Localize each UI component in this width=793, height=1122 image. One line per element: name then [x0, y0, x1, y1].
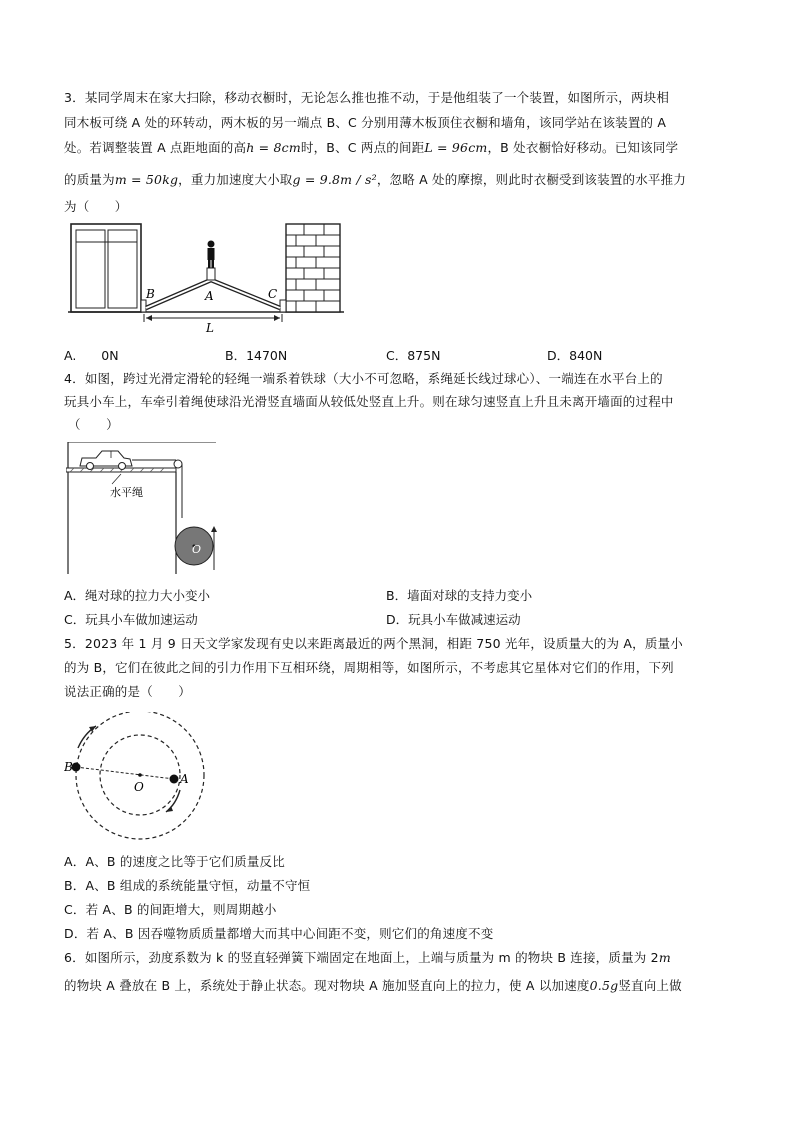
q5-option-c: C．若 A、B 的间距增大，则周期越小: [64, 902, 277, 917]
q3-h-formula: h = 8cm: [246, 140, 301, 155]
connecting-line: [76, 767, 174, 779]
q3-option-d: D．840N: [547, 348, 603, 363]
q5-option-d: D．若 A、B 因吞噬物质质量都增大而其中心间距不变，则它们的角速度不变: [64, 926, 494, 941]
q6-line-2-a: 的物块 A 叠放在 B 上，系统处于静止状态。现对物块 A 施加竖直向上的拉力，使 A 以加速度: [64, 978, 590, 993]
q6-line-2: [64, 976, 682, 994]
q5-line-3: 说法正确的是（ ）: [64, 684, 192, 699]
q5-figure: [64, 712, 208, 842]
wardrobe: [71, 224, 141, 312]
q4-line-3: （ ）: [68, 417, 119, 432]
q3-option-c: C．875N: [386, 348, 441, 363]
q4-option-d: D．玩具小车做减速运动: [386, 612, 521, 627]
q3-line-2: 同木板可绕 A 处的环转动，两木板的另一端点 B、C 分别用薄木板顶住衣橱和墙角，该同学站在该装置的 A: [64, 115, 667, 130]
board-C: [280, 300, 286, 312]
body-B: [72, 763, 81, 772]
q4-figure: [66, 442, 218, 574]
rope-label: 水平绳: [110, 486, 143, 499]
q3-line-3: [64, 138, 678, 156]
brick-wall: [286, 224, 340, 312]
q4-option-c: C．玩具小车做加速运动: [64, 612, 198, 627]
q3-line-3-c: ，B 处衣橱恰好移动。已知该同学: [487, 140, 679, 155]
q3-line-4: [64, 170, 686, 188]
q6-line-1-a: 6．如图所示，劲度系数为 k 的竖直轻弹簧下端固定在地面上，上端与质量为 m 的物块 B 连接，质量为 2: [64, 950, 659, 965]
q3-line-5: 为（ ）: [64, 199, 128, 214]
q5-line-1: 5．2023 年 1 月 9 日天文学家发现有史以来距离最近的两个黑洞，相距 750 光年，设质量大的为 A，质量小: [64, 636, 683, 651]
q3-option-a: A. 0N: [64, 348, 119, 363]
q6-line-2-c: 竖直向上做: [618, 978, 682, 993]
q3-option-b: B．1470N: [225, 348, 288, 363]
person-icon: [208, 241, 215, 269]
label-C: C: [268, 287, 278, 301]
q4-line-2: 玩具小车上，车牵引着绳使球沿光滑竖直墙面从较低处竖直上升。则在球匀速竖直上升且未离开墙面的过程中: [64, 394, 674, 409]
q3-line-3-a: 处。若调整装置 A 点距地面的高: [64, 140, 247, 155]
q3-line-4-a: 的质量为: [64, 172, 115, 187]
label-B: B: [146, 287, 155, 301]
q5-option-b: B．A、B 组成的系统能量守恒，动量不守恒: [64, 878, 311, 893]
label-A: A: [205, 289, 214, 303]
q3-line-4-c: ，忽略 A 处的摩擦，则此时衣橱受到该装置的水平推力: [376, 172, 687, 187]
toy-car-icon: [80, 451, 132, 470]
ring-A: [207, 268, 215, 280]
q5-option-a: A．A、B 的速度之比等于它们质量反比: [64, 854, 285, 869]
q4-option-a: A．绳对球的拉力大小变小: [64, 588, 211, 603]
q5-line-2: 的为 B，它们在彼此之间的引力作用下互相环绕，周期相等，如图所示，不考虑其它星体对它们的作用，下列: [64, 660, 674, 675]
label-L: L: [206, 321, 214, 334]
q3-line-1: 3．某同学周末在家大扫除，移动衣橱时，无论怎么推也推不动，于是他组装了一个装置，如图所示，两块相: [64, 90, 670, 105]
q3-line-3-b: 时，B、C 两点的间距: [300, 140, 425, 155]
body-A: [170, 775, 179, 784]
label-B: B: [64, 760, 73, 774]
q6-m-symbol: m: [658, 950, 671, 965]
q3-g-formula: g = 9.8m / s²: [292, 172, 377, 187]
label-O: O: [192, 543, 202, 556]
label-A: A: [180, 772, 189, 786]
q3-line-4-b: ，重力加速度大小取: [178, 172, 293, 187]
q3-L-formula: L = 96cm: [424, 140, 488, 155]
q3-figure: [68, 222, 344, 334]
center-O: [138, 773, 142, 777]
arrow-A-icon: [166, 790, 180, 812]
q4-option-b: B．墙面对球的支持力变小: [386, 588, 533, 603]
q6-accel-formula: 0.5g: [589, 978, 619, 993]
q4-line-1: 4．如图，跨过光滑定滑轮的轻绳一端系着铁球（大小不可忽略，系绳延长线过球心）、一端连在水平台上的: [64, 371, 663, 386]
pulley: [174, 460, 182, 468]
label-O: O: [134, 780, 144, 794]
q6-line-1: [64, 948, 671, 966]
q3-m-formula: m = 50kg: [114, 172, 179, 187]
